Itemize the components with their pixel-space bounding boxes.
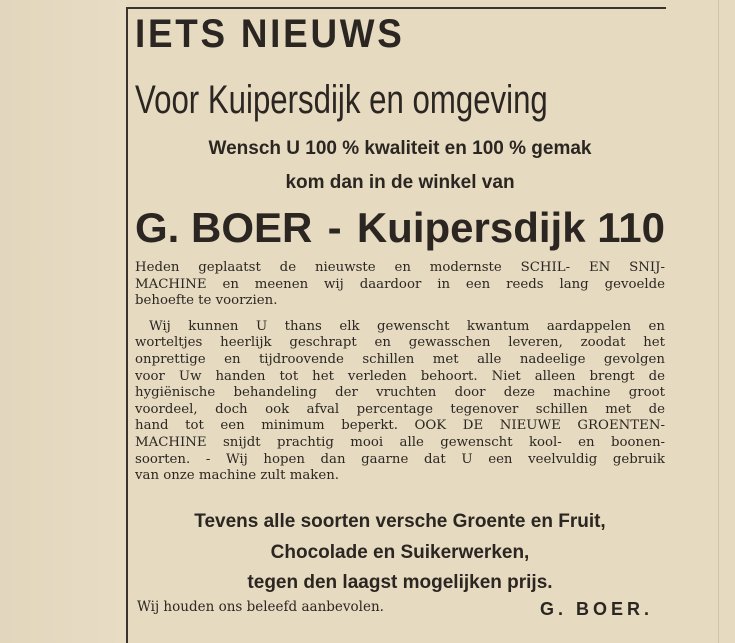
offer-sweets: Chocolade en Suikerwerken,	[270, 542, 530, 563]
body-line: Wij kunnen U thans elk gewenscht kwantum aardappelen en	[149, 318, 665, 334]
body-line: hand tot een minimum beperkt. OOK DE NIEUWE GROENTEN-	[135, 418, 665, 434]
offer-produce: Tevens alle soorten versche Groente en Fruit,	[194, 511, 606, 532]
top-rule	[126, 7, 666, 9]
body-line: soorten. - Wij hopen dan gaarne dat U een veelvuldig gebruik	[135, 451, 665, 467]
adjacent-column-bleed	[0, 0, 127, 643]
shop-dash: -	[327, 204, 342, 251]
body-line: behoefte te voorzien.	[135, 293, 278, 309]
subheadline: Voor Kuipersdijk en omgeving	[135, 78, 548, 122]
shop-title	[135, 204, 665, 252]
body-line: voor Uw handen tot het verleden behoort. Niet alleen brengt de	[135, 368, 665, 384]
shop-address: Kuipersdijk 110	[356, 204, 665, 251]
body-line: MACHINE snijdt prachtig mooi alle gewenscht kool- en boonen-	[135, 434, 665, 450]
body-line: onprettige en tijdroovende schillen met alle nadeelige gevolgen	[135, 351, 665, 367]
body-line: hygiënische behandeling der vruchten door deze machine groot	[135, 385, 665, 401]
tagline-shop: kom dan in de winkel van	[285, 172, 515, 193]
closing-line: Wij houden ons beleefd aanbevolen.	[137, 599, 384, 615]
body-line: MACHINE en meenen wij daardoor in een reeds lang gevoelde	[135, 276, 665, 292]
tagline-quality: Wensch U 100 % kwaliteit en 100 % gemak	[208, 138, 592, 159]
column-rule	[126, 8, 128, 643]
body-line: voordeel, doch ook afval percentage tegenover schillen met de	[135, 401, 665, 417]
headline: IETS NIEUWS	[135, 12, 405, 56]
shop-name: G. BOER	[135, 204, 313, 251]
body-line: van onze machine zult maken.	[135, 468, 340, 484]
body-line: Heden geplaatst de nieuwste en modernste SCHIL- EN SNIJ-	[135, 260, 665, 275]
ad-body	[135, 260, 665, 485]
body-line: worteltjes heerlijk geschrapt en gewasschen leveren, zoodat het	[135, 335, 665, 351]
right-fold	[718, 0, 719, 643]
signature: G. BOER.	[540, 599, 654, 619]
offer-price: tegen den laagst mogelijken prijs.	[247, 572, 553, 593]
